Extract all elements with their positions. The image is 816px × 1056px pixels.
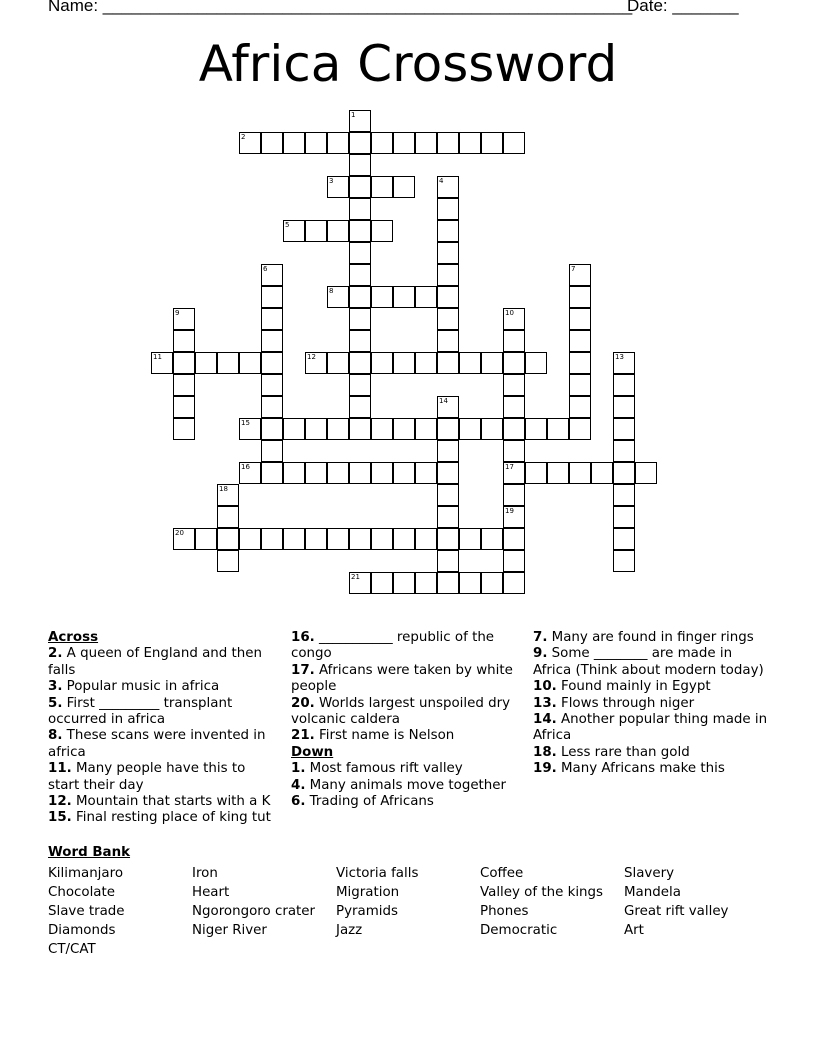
crossword-cell[interactable] <box>613 506 635 528</box>
crossword-cell[interactable] <box>437 176 459 198</box>
crossword-cell[interactable] <box>173 418 195 440</box>
crossword-cell[interactable] <box>437 550 459 572</box>
crossword-cell[interactable] <box>349 528 371 550</box>
clues-column-3 <box>533 630 773 778</box>
crossword-cell[interactable] <box>327 176 349 198</box>
date-field[interactable]: Date: _______ <box>627 0 739 15</box>
across-clue: 8. These scans were invented in africa <box>48 728 266 760</box>
crossword-cell[interactable] <box>305 418 327 440</box>
crossword-cell[interactable] <box>261 264 283 286</box>
crossword-cell[interactable] <box>349 418 371 440</box>
crossword-cell[interactable] <box>327 462 349 484</box>
down-clue: 14. Another popular thing made in Africa <box>533 712 768 744</box>
crossword-cell[interactable] <box>239 132 261 154</box>
crossword-cell[interactable] <box>613 528 635 550</box>
crossword-cell[interactable] <box>503 132 525 154</box>
crossword-cell[interactable] <box>503 462 525 484</box>
clue-number: 2 <box>241 133 246 141</box>
crossword-cell[interactable] <box>371 132 393 154</box>
crossword-cell[interactable] <box>437 264 459 286</box>
crossword-cell[interactable] <box>503 352 525 374</box>
crossword-cell[interactable] <box>569 374 591 396</box>
crossword-cell[interactable] <box>349 110 371 132</box>
crossword-cell[interactable] <box>415 286 437 308</box>
across-clue: 3. Popular music in africa <box>48 679 220 695</box>
crossword-cell[interactable] <box>503 308 525 330</box>
crossword-cell[interactable] <box>481 572 503 594</box>
crossword-cell[interactable] <box>283 418 305 440</box>
crossword-cell[interactable] <box>569 462 591 484</box>
crossword-cell[interactable] <box>283 462 305 484</box>
crossword-cell[interactable] <box>393 132 415 154</box>
crossword-cell[interactable] <box>569 264 591 286</box>
crossword-cell[interactable] <box>305 220 327 242</box>
crossword-cell[interactable] <box>393 176 415 198</box>
clues-column-1 <box>48 630 280 827</box>
word-bank-column <box>336 864 418 940</box>
word-bank-item: Mandela <box>624 885 681 900</box>
word-bank-item: Coffee <box>480 866 524 881</box>
clue-number: 5 <box>285 221 290 229</box>
crossword-cell[interactable] <box>525 418 547 440</box>
clue-number: 21 <box>351 573 360 581</box>
word-bank-item: Kilimanjaro <box>48 866 124 881</box>
crossword-cell[interactable] <box>481 132 503 154</box>
crossword-cell[interactable] <box>261 352 283 374</box>
crossword-cell[interactable] <box>327 286 349 308</box>
word-bank-item: Victoria falls <box>336 866 419 881</box>
crossword-cell[interactable] <box>349 374 371 396</box>
crossword-cell[interactable] <box>393 352 415 374</box>
crossword-cell[interactable] <box>437 572 459 594</box>
crossword-cell[interactable] <box>437 330 459 352</box>
crossword-cell[interactable] <box>217 550 239 572</box>
clue-number: 17 <box>505 463 514 471</box>
crossword-cell[interactable] <box>261 396 283 418</box>
word-bank-column <box>480 864 603 940</box>
crossword-cell[interactable] <box>349 330 371 352</box>
crossword-cell[interactable] <box>371 352 393 374</box>
crossword-cell[interactable] <box>349 242 371 264</box>
crossword-cell[interactable] <box>635 462 657 484</box>
crossword-cell[interactable] <box>173 528 195 550</box>
crossword-cell[interactable] <box>393 418 415 440</box>
crossword-cell[interactable] <box>217 484 239 506</box>
clue-number: 12 <box>307 353 316 361</box>
crossword-cell[interactable] <box>195 352 217 374</box>
crossword-cell[interactable] <box>415 462 437 484</box>
crossword-cell[interactable] <box>349 308 371 330</box>
down-clue: 7. Many are found in finger rings <box>533 630 754 645</box>
crossword-cell[interactable] <box>437 462 459 484</box>
down-clue: 10. Found mainly in Egypt <box>533 679 711 695</box>
crossword-cell[interactable] <box>305 462 327 484</box>
crossword-cell[interactable] <box>261 528 283 550</box>
crossword-cell[interactable] <box>371 418 393 440</box>
crossword-cell[interactable] <box>437 484 459 506</box>
crossword-cell[interactable] <box>503 506 525 528</box>
crossword-cell[interactable] <box>349 220 371 242</box>
crossword-cell[interactable] <box>437 528 459 550</box>
clue-number: 7 <box>571 265 576 273</box>
crossword-cell[interactable] <box>349 286 371 308</box>
crossword-cell[interactable] <box>283 132 305 154</box>
crossword-cell[interactable] <box>327 352 349 374</box>
crossword-cell[interactable] <box>371 572 393 594</box>
crossword-cell[interactable] <box>371 220 393 242</box>
down-clue: 9. Some ________ are made in Africa (Think about modern today) <box>533 646 764 678</box>
crossword-cell[interactable] <box>261 286 283 308</box>
across-heading: Across <box>48 630 99 645</box>
crossword-cell[interactable] <box>151 352 173 374</box>
clue-number: 19 <box>505 507 514 515</box>
word-bank-item: Niger River <box>192 923 267 938</box>
word-bank-item: CT/CAT <box>48 942 96 957</box>
crossword-cell[interactable] <box>173 308 195 330</box>
crossword-cell[interactable] <box>327 220 349 242</box>
crossword-cell[interactable] <box>349 132 371 154</box>
across-clue: 2. A queen of England and then falls <box>48 646 262 678</box>
crossword-cell[interactable] <box>393 528 415 550</box>
across-clue: 21. First name is Nelson <box>291 728 455 744</box>
crossword-cell[interactable] <box>305 132 327 154</box>
word-bank-column <box>192 864 315 940</box>
word-bank-item: Migration <box>336 885 400 900</box>
word-bank-item: Art <box>624 923 644 938</box>
crossword-cell[interactable] <box>239 352 261 374</box>
word-bank-column <box>48 864 125 959</box>
crossword-cell[interactable] <box>481 352 503 374</box>
crossword-cell[interactable] <box>613 374 635 396</box>
crossword-cell[interactable] <box>503 528 525 550</box>
clue-number: 18 <box>219 485 228 493</box>
crossword-cell[interactable] <box>613 396 635 418</box>
word-bank-item: Jazz <box>336 923 363 938</box>
crossword-cell[interactable] <box>371 462 393 484</box>
clue-number: 8 <box>329 287 334 295</box>
crossword-cell[interactable] <box>349 176 371 198</box>
word-bank-item: Pyramids <box>336 904 398 919</box>
crossword-cell[interactable] <box>437 286 459 308</box>
crossword-cell[interactable] <box>371 528 393 550</box>
clue-number: 3 <box>329 177 334 185</box>
crossword-cell[interactable] <box>525 462 547 484</box>
down-clue: 1. Most famous rift valley <box>291 761 463 777</box>
word-bank-item: Diamonds <box>48 923 116 938</box>
down-heading: Down <box>291 744 334 760</box>
crossword-cell[interactable] <box>349 572 371 594</box>
crossword-cell[interactable] <box>239 418 261 440</box>
crossword-cell[interactable] <box>327 418 349 440</box>
name-field[interactable]: Name: ________________________________________________________ <box>48 0 633 15</box>
word-bank-item: Slavery <box>624 866 675 881</box>
crossword-cell[interactable] <box>503 550 525 572</box>
crossword-cell[interactable] <box>349 462 371 484</box>
clue-number: 16 <box>241 463 250 471</box>
crossword-cell[interactable] <box>503 484 525 506</box>
crossword-cell[interactable] <box>173 330 195 352</box>
crossword-cell[interactable] <box>569 396 591 418</box>
crossword-cell[interactable] <box>613 352 635 374</box>
crossword-cell[interactable] <box>261 418 283 440</box>
word-bank-item: Heart <box>192 885 230 900</box>
crossword-cell[interactable] <box>503 330 525 352</box>
down-clue: 13. Flows through niger <box>533 695 695 711</box>
crossword-cell[interactable] <box>393 572 415 594</box>
crossword-cell[interactable] <box>415 528 437 550</box>
crossword-cell[interactable] <box>481 418 503 440</box>
across-clue: 12. Mountain that starts with a K <box>48 794 271 810</box>
crossword-cell[interactable] <box>261 132 283 154</box>
down-clue: 4. Many animals move together <box>291 777 507 793</box>
crossword-cell[interactable] <box>459 418 481 440</box>
word-bank-item: Phones <box>480 904 529 919</box>
crossword-cell[interactable] <box>437 242 459 264</box>
crossword-cell[interactable] <box>459 572 481 594</box>
clue-number: 4 <box>439 177 444 185</box>
crossword-cell[interactable] <box>371 286 393 308</box>
crossword-cell[interactable] <box>613 462 635 484</box>
crossword-cell[interactable] <box>261 330 283 352</box>
crossword-cell[interactable] <box>437 352 459 374</box>
crossword-cell[interactable] <box>525 352 547 374</box>
word-bank-item: Chocolate <box>48 885 115 900</box>
crossword-cell[interactable] <box>547 418 569 440</box>
crossword-cell[interactable] <box>547 462 569 484</box>
crossword-cell[interactable] <box>437 506 459 528</box>
clue-number: 14 <box>439 397 448 405</box>
page-title: Africa Crossword <box>198 35 618 93</box>
clue-number: 20 <box>175 529 184 537</box>
crossword-cell[interactable] <box>173 374 195 396</box>
crossword-cell[interactable] <box>437 396 459 418</box>
crossword-cell[interactable] <box>613 484 635 506</box>
crossword-cell[interactable] <box>503 374 525 396</box>
word-bank-item: Valley of the kings <box>480 885 604 900</box>
crossword-cell[interactable] <box>437 220 459 242</box>
crossword-cell[interactable] <box>437 132 459 154</box>
crossword-cell[interactable] <box>217 506 239 528</box>
crossword-cell[interactable] <box>591 462 613 484</box>
crossword-cell[interactable] <box>459 352 481 374</box>
crossword-cell[interactable] <box>503 572 525 594</box>
crossword-cell[interactable] <box>305 352 327 374</box>
clues-column-2 <box>291 630 521 810</box>
crossword-cell[interactable] <box>415 132 437 154</box>
crossword-cell[interactable] <box>613 440 635 462</box>
crossword-cell[interactable] <box>217 528 239 550</box>
crossword-cell[interactable] <box>415 418 437 440</box>
word-bank-heading: Word Bank <box>48 845 131 860</box>
crossword-cell[interactable] <box>569 352 591 374</box>
down-clue: 18. Less rare than gold <box>533 744 690 760</box>
word-bank-item: Ngorongoro crater <box>192 904 316 919</box>
crossword-cell[interactable] <box>349 264 371 286</box>
crossword-cell[interactable] <box>569 286 591 308</box>
crossword-cell[interactable] <box>327 528 349 550</box>
crossword-cell[interactable] <box>283 528 305 550</box>
crossword-cell[interactable] <box>437 440 459 462</box>
down-clue: 19. Many Africans make this <box>533 761 725 777</box>
crossword-cell[interactable] <box>437 198 459 220</box>
down-clue: 6. Trading of Africans <box>291 794 434 810</box>
crossword-cell[interactable] <box>459 528 481 550</box>
word-bank-item: Great rift valley <box>624 904 729 919</box>
crossword-cell[interactable] <box>613 418 635 440</box>
crossword-cell[interactable] <box>437 418 459 440</box>
clue-number: 11 <box>153 353 162 361</box>
crossword-cell[interactable] <box>349 154 371 176</box>
crossword-cell[interactable] <box>305 528 327 550</box>
crossword-cell[interactable] <box>503 396 525 418</box>
crossword-cell[interactable] <box>239 462 261 484</box>
word-bank-item: Democratic <box>480 923 558 938</box>
crossword-cell[interactable] <box>173 396 195 418</box>
crossword-cell[interactable] <box>173 352 195 374</box>
across-clue: 15. Final resting place of king tut <box>48 810 271 826</box>
crossword-cell[interactable] <box>613 550 635 572</box>
clue-number: 1 <box>351 111 356 119</box>
crossword-cell[interactable] <box>349 352 371 374</box>
crossword-cell[interactable] <box>327 132 349 154</box>
crossword-cell[interactable] <box>415 352 437 374</box>
crossword-cell[interactable] <box>415 572 437 594</box>
clue-number: 6 <box>263 265 268 273</box>
crossword-cell[interactable] <box>569 418 591 440</box>
crossword-cell[interactable] <box>261 440 283 462</box>
crossword-cell[interactable] <box>261 374 283 396</box>
crossword-cell[interactable] <box>569 308 591 330</box>
across-clue: 16. ___________ republic of the congo <box>291 630 495 662</box>
clue-number: 13 <box>615 353 624 361</box>
clue-number: 9 <box>175 309 180 317</box>
crossword-cell[interactable] <box>393 462 415 484</box>
word-bank-column <box>624 864 728 940</box>
crossword-cell[interactable] <box>239 528 261 550</box>
crossword-cell[interactable] <box>503 440 525 462</box>
clue-number: 15 <box>241 419 250 427</box>
crossword-cell[interactable] <box>195 528 217 550</box>
crossword-cell[interactable] <box>569 330 591 352</box>
crossword-cell[interactable] <box>371 176 393 198</box>
crossword-cell[interactable] <box>393 286 415 308</box>
crossword-cell[interactable] <box>481 528 503 550</box>
crossword-cell[interactable] <box>349 396 371 418</box>
crossword-cell[interactable] <box>437 308 459 330</box>
word-bank-item: Iron <box>192 866 218 881</box>
crossword-cell[interactable] <box>283 220 305 242</box>
across-clue: 5. First _________ transplant occurred in africa <box>48 695 233 728</box>
across-clue: 20. Worlds largest unspoiled dry volcanic caldera <box>291 695 511 728</box>
crossword-cell[interactable] <box>261 462 283 484</box>
crossword-cell[interactable] <box>459 132 481 154</box>
crossword-cell[interactable] <box>503 418 525 440</box>
clue-number: 10 <box>505 309 514 317</box>
crossword-cell[interactable] <box>217 352 239 374</box>
crossword-cell[interactable] <box>261 308 283 330</box>
across-clue: 11. Many people have this to start their day <box>48 761 246 793</box>
crossword-cell[interactable] <box>349 198 371 220</box>
across-clue: 17. Africans were taken by white people <box>291 662 513 695</box>
word-bank-item: Slave trade <box>48 904 125 919</box>
